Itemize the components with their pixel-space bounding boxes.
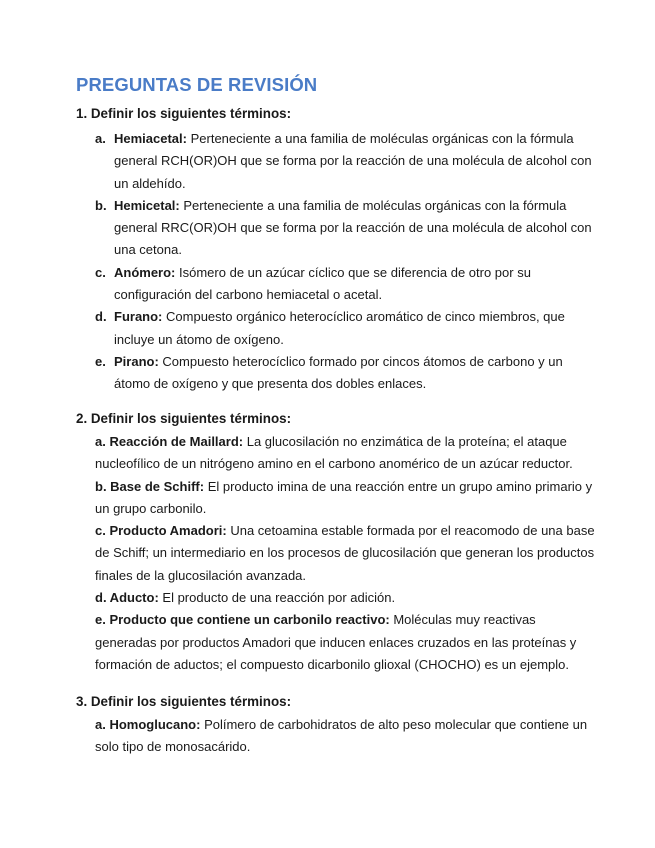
definition-text: La glucosilación no enzimática de la proteína; el ataque nucleofílico de un nitrógeno amino en el carbono anomérico de un azúcar reductor. [95, 434, 573, 472]
section-1-heading: 1. Definir los siguientes términos: [76, 106, 292, 121]
list-item [95, 587, 596, 609]
term-label: b. Base de Schiff: [95, 478, 205, 494]
definition-text: Perteneciente a una familia de moléculas orgánicas con la fórmula general RRC(OR)OH que se forma por la reacción de una molécula de alcohol con una cetona. [114, 197, 592, 258]
section-3-heading: 3. Definir los siguientes términos: [76, 694, 292, 709]
list-item [95, 520, 596, 587]
list-item [95, 714, 596, 759]
section-2-list [76, 431, 596, 676]
term-label: a. Homoglucano: [95, 717, 201, 732]
list-item [76, 351, 596, 396]
term-label: Hemicetal: [114, 197, 180, 213]
definition-text: Compuesto heterocíclico formado por cincos átomos de carbono y un átomo de oxígeno y que presenta dos dobles enlaces. [114, 353, 563, 392]
definition-text: Compuesto orgánico heterocíclico aromático de cinco miembros, que incluye un átomo de oxígeno. [114, 309, 565, 347]
item-marker: c. [95, 264, 106, 280]
definition-text: Perteneciente a una familia de moléculas orgánicas con la fórmula general RCH(OR)OH que se forma por la reacción de una molécula de alcohol con un aldehído. [114, 131, 592, 191]
list-item [76, 262, 596, 307]
term-label: Pirano: [114, 353, 159, 369]
section-2 [76, 408, 596, 676]
term-label: c. Producto Amadori: [95, 523, 227, 539]
list-item [76, 195, 596, 262]
definition-text: Moléculas muy reactivas generadas por productos Amadori que inducen enlaces cruzados en las proteínas y formación de aductos; el compuesto dicarbonilo glioxal (CHOCHO) es un ejemplo. [95, 612, 577, 672]
list-item [95, 609, 596, 676]
item-marker: d. [95, 309, 107, 325]
section-1 [76, 103, 596, 396]
term-label: Hemiacetal: [114, 131, 187, 146]
term-label: Furano: [114, 309, 163, 325]
list-item [76, 128, 596, 195]
definition-text: Polímero de carbohidratos de alto peso molecular que contiene un solo tipo de monosacárido. [95, 717, 588, 755]
list-item [95, 476, 596, 521]
term-label: a. Reacción de Maillard: [95, 434, 244, 449]
item-marker: b. [95, 197, 107, 213]
item-marker: e. [95, 353, 106, 369]
section-2-heading: 2. Definir los siguientes términos: [76, 411, 292, 426]
term-label: e. Producto que contiene un carbonilo reactivo: [95, 612, 390, 628]
section-1-list [76, 128, 596, 396]
definition-text: Isómero de un azúcar cíclico que se diferencia de otro por su configuración del carbono hemiacetal o acetal. [114, 264, 531, 303]
list-item [76, 306, 596, 351]
section-3 [76, 691, 596, 759]
term-label: d. Aducto: [95, 590, 159, 606]
term-label: Anómero: [114, 264, 176, 280]
definition-text: Una cetoamina estable formada por el reacomodo de una base de Schiff; un intermediario en los procesos de glucosilación que generan los productos finales de la glucosilación avanzada. [95, 523, 595, 583]
page-title: PREGUNTAS DE REVISIÓN [76, 74, 318, 95]
list-item [95, 431, 596, 476]
definition-text: El producto imina de una reacción entre un grupo amino primario y un grupo carbonilo. [95, 478, 593, 516]
section-3-list [76, 714, 596, 759]
item-marker: a. [95, 131, 106, 146]
definition-text: El producto de una reacción por adición. [162, 590, 396, 606]
